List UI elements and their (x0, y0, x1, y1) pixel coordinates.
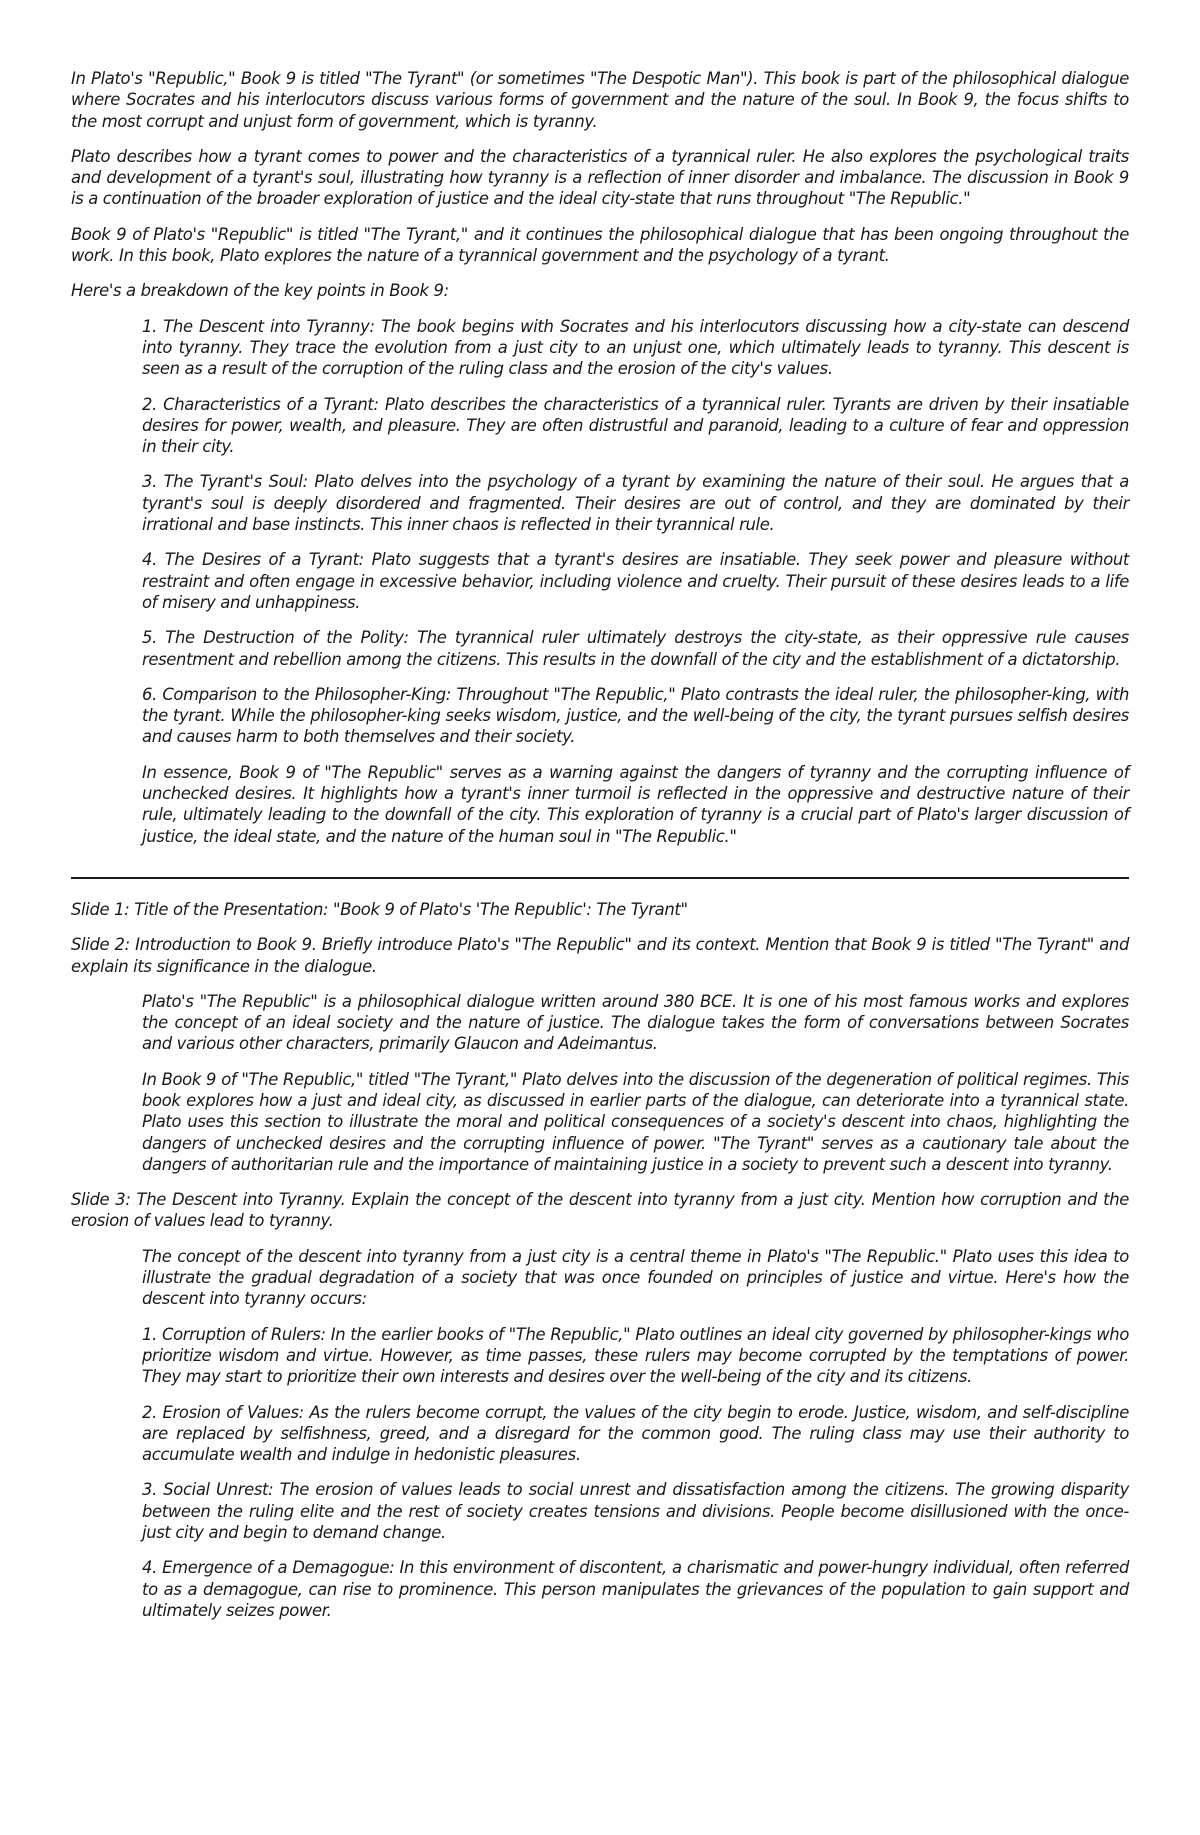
slide-3-paragraph-1: The concept of the descent into tyranny from a just city is a central theme in Plato's "The Republic." Plato uses this idea to illustrate the gradual degradation of a society that was once founded on principles of justice and virtue. Here's how the descent into tyranny occurs: (142, 1246, 1129, 1309)
slide-3-paragraph-4: 3. Social Unrest: The erosion of values leads to social unrest and dissatisfaction among the citizens. The growing disparity between the ruling elite and the rest of society creates tensions and divisions. People become disillusioned with the once-just city and begin to demand change. (142, 1480, 1129, 1543)
slide-2-paragraph-2: In Book 9 of "The Republic," titled "The Tyrant," Plato delves into the discussion of the degeneration of political regimes. This book explores how a just and ideal city, as discussed in earlier parts of the dialogue, can deteriorate into a tyrannical state. Plato uses this section to illustrate the moral and political consequences of a society's descent into chaos, highlighting the dangers of unchecked desires and the corrupting influence of power. "The Tyrant" serves as a cautionary tale about the dangers of authoritarian rule and the importance of maintaining justice in a society to prevent such a descent into tyranny. (142, 1069, 1129, 1174)
intro-paragraph-4: Here's a breakdown of the key points in Book 9: (71, 281, 449, 301)
intro-paragraph-1: In Plato's "Republic," Book 9 is titled "The Tyrant" (or sometimes "The Despotic Man"). This book is part of the philosophical dialogue where Socrates and his interlocutors discuss various forms of government and the nature of the soul. In Book 9, the focus shifts to the most corrupt and unjust form of government, which is tyranny. (71, 69, 1129, 131)
slide-3-paragraph-5: 4. Emergence of a Demagogue: In this environment of discontent, a charismatic and power-hungry individual, often referred to as a demagogue, can rise to prominence. This person manipulates the grievances of the population to gain support and ultimately seizes power. (142, 1558, 1129, 1620)
key-point-6: 6. Comparison to the Philosopher-King: Throughout "The Republic," Plato contrasts the ideal ruler, the philosopher-king, with the tyrant. While the philosopher-king seeks wisdom, justice, and the well-being of the city, the tyrant pursues selfish desires and causes harm to both themselves and their society. (142, 684, 1129, 747)
key-point-4: 4. The Desires of a Tyrant: Plato suggests that a tyrant's desires are insatiable. They seek power and pleasure without restraint and often engage in excessive behavior, including violence and cruelty. Their pursuit of these desires leads to a life of misery and unhappiness. (142, 550, 1129, 612)
slide-3-paragraph-2: 1. Corruption of Rulers: In the earlier books of "The Republic," Plato outlines an ideal city governed by philosopher-kings who prioritize wisdom and virtue. However, as time passes, these rulers may become corrupted by the temptations of power. They may start to prioritize their own interests and desires over the well-being of the city and its citizens. (142, 1324, 1129, 1387)
key-point-2: 2. Characteristics of a Tyrant: Plato describes the characteristics of a tyrannical ruler. Tyrants are driven by their insatiable desires for power, wealth, and pleasure. They are often distrustful and paranoid, leading to a culture of fear and oppression in their city. (142, 394, 1129, 457)
key-point-summary: In essence, Book 9 of "The Republic" serves as a warning against the dangers of tyranny and the corrupting influence of unchecked desires. It highlights how a tyrant's inner turmoil is reflected in the oppressive and destructive nature of their rule, ultimately leading to the downfall of the city. This exploration of tyranny is a crucial part of Plato's larger discussion of justice, the ideal state, and the nature of the human soul in "The Republic." (142, 762, 1129, 846)
slide-3-paragraph-3: 2. Erosion of Values: As the rulers become corrupt, the values of the city begin to erode. Justice, wisdom, and self-discipline are replaced by selfishness, greed, and a disregard for the common good. The ruling class may use their authority to accumulate wealth and indulge in hedonistic pleasures. (142, 1402, 1129, 1465)
document-page (71, 68, 1129, 1635)
key-point-3: 3. The Tyrant's Soul: Plato delves into the psychology of a tyrant by examining the nature of their soul. He argues that a tyrant's soul is deeply disordered and fragmented. Their desires are out of control, and they are dominated by their irrational and base instincts. This inner chaos is reflected in their tyrannical rule. (142, 472, 1129, 535)
slide-3-heading: Slide 3: The Descent into Tyranny. Explain the concept of the descent into tyranny from a just city. Mention how corruption and the erosion of values lead to tyranny. (71, 1190, 1129, 1231)
slide-2-paragraph-1: Plato's "The Republic" is a philosophical dialogue written around 380 BCE. It is one of his most famous works and explores the concept of an ideal society and the nature of justice. The dialogue takes the form of conversations between Socrates and various other characters, primarily Glaucon and Adeimantus. (142, 991, 1129, 1054)
slide-1-heading: Slide 1: Title of the Presentation: "Book 9 of Plato's 'The Republic': The Tyrant" (71, 899, 688, 919)
intro-paragraph-2: Plato describes how a tyrant comes to power and the characteristics of a tyrannical ruler. He also explores the psychological traits and development of a tyrant's soul, illustrating how tyranny is a reflection of inner disorder and imbalance. The discussion in Book 9 is a continuation of the broader exploration of justice and the ideal city-state that runs throughout "The Republic." (71, 146, 1129, 209)
key-point-5: 5. The Destruction of the Polity: The tyrannical ruler ultimately destroys the city-state, as their oppressive rule causes resentment and rebellion among the citizens. This results in the downfall of the city and the establishment of a dictatorship. (142, 628, 1129, 669)
intro-paragraph-3: Book 9 of Plato's "Republic" is titled "The Tyrant," and it continues the philosophical dialogue that has been ongoing throughout the work. In this book, Plato explores the nature of a tyrannical government and the psychology of a tyrant. (71, 224, 1129, 266)
section-divider (71, 877, 1129, 879)
key-point-1: 1. The Descent into Tyranny: The book begins with Socrates and his interlocutors discussing how a city-state can descend into tyranny. They trace the evolution from a just city to an unjust one, which ultimately leads to tyranny. This descent is seen as a result of the corruption of the ruling class and the erosion of the city's values. (142, 316, 1129, 379)
slide-2-heading: Slide 2: Introduction to Book 9. Briefly introduce Plato's "The Republic" and its context. Mention that Book 9 is titled "The Tyrant" and explain its significance in the dialogue. (71, 935, 1129, 976)
